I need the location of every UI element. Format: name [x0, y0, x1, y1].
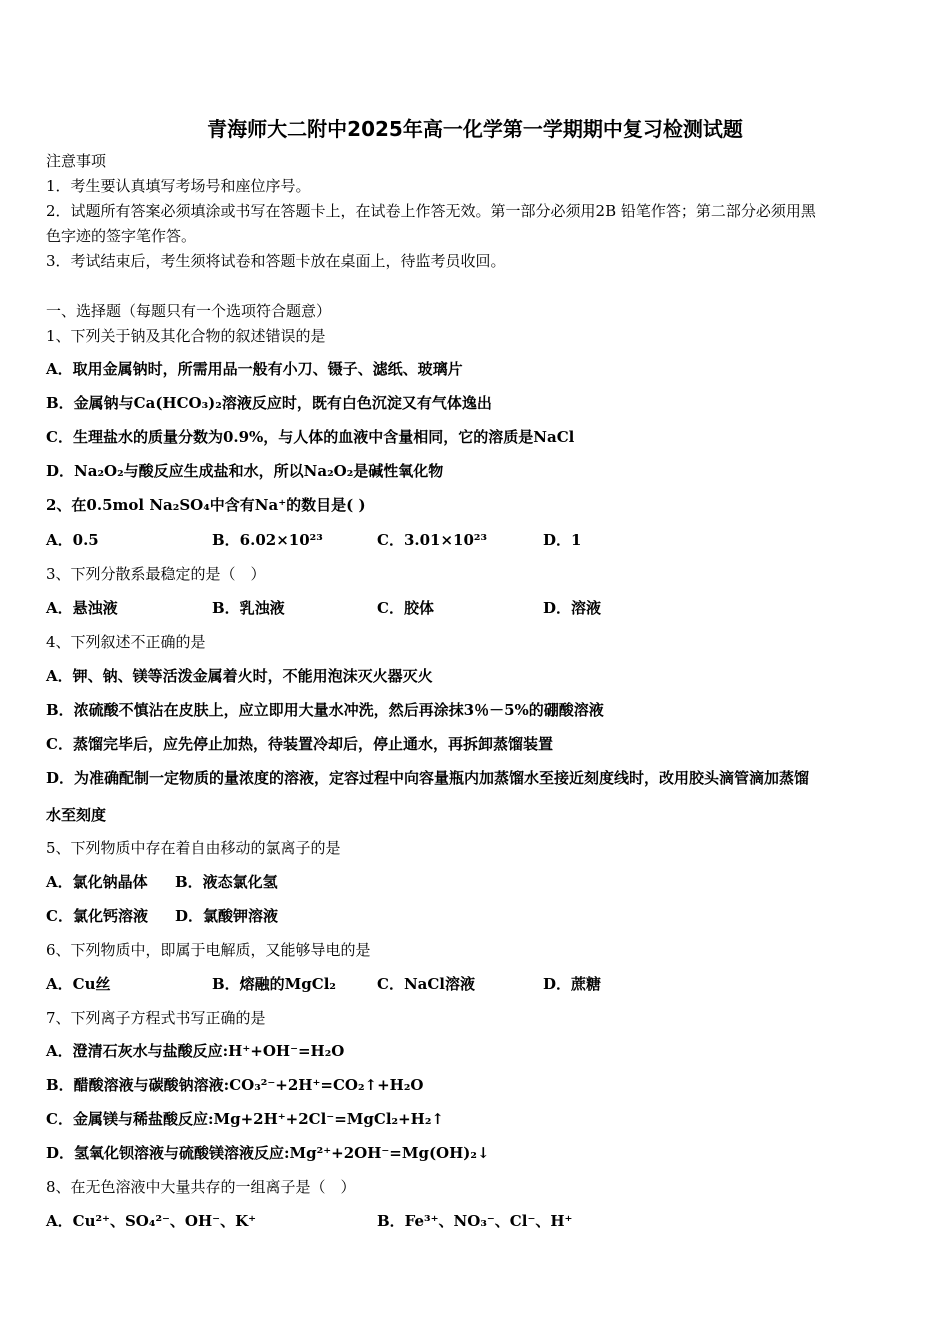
notice-item: 3．考试结束后，考生须将试卷和答题卡放在桌面上，待监考员收回。: [46, 252, 506, 270]
section-heading: 一、选择题（每题只有一个选项符合题意）: [46, 302, 332, 320]
option: C．胶体: [377, 599, 434, 617]
option: D．氢氧化钡溶液与硫酸镁溶液反应:Mg²⁺+2OH⁻=Mg(OH)₂↓: [46, 1144, 490, 1162]
notice-item: 1．考生要认真填写考场号和座位序号。: [46, 177, 311, 195]
question-stem: 8、在无色溶液中大量共存的一组离子是（ ）: [46, 1178, 356, 1196]
option: D．Na₂O₂与酸反应生成盐和水，所以Na₂O₂是碱性氧化物: [46, 462, 444, 480]
option: D．蔗糖: [543, 975, 602, 993]
option: B．金属钠与Ca(HCO₃)₂溶液反应时，既有白色沉淀又有气体逸出: [46, 394, 492, 412]
option: C．金属镁与稀盐酸反应:Mg+2H⁺+2Cl⁻=MgCl₂+H₂↑: [46, 1110, 444, 1128]
question-stem: 6、下列物质中，即属于电解质，又能够导电的是: [46, 941, 371, 959]
option: A．Cu丝: [46, 975, 111, 993]
option-continuation: 水至刻度: [46, 806, 107, 824]
notice-item: 色字迹的签字笔作答。: [46, 227, 197, 245]
option: B．醋酸溶液与碳酸钠溶液:CO₃²⁻+2H⁺=CO₂↑+H₂O: [46, 1076, 424, 1094]
question-stem: 4、下列叙述不正确的是: [46, 633, 206, 651]
question-stem: 2、在0.5mol Na₂SO₄中含有Na⁺的数目是( ): [46, 496, 366, 514]
option: D．溶液: [543, 599, 602, 617]
question-stem: 3、下列分散系最稳定的是（ ）: [46, 565, 266, 583]
question-stem: 5、下列物质中存在着自由移动的氯离子的是: [46, 839, 341, 857]
option: C．蒸馏完毕后，应先停止加热，待装置冷却后，停止通水，再拆卸蒸馏装置: [46, 735, 553, 753]
option: D．氯酸钾溶液: [175, 907, 279, 925]
option: B．6.02×10²³: [212, 531, 323, 549]
option: A．氯化钠晶体: [46, 873, 148, 891]
page-title: 青海师大二附中2025年高一化学第一学期期中复习检测试题: [207, 117, 743, 141]
option: B．乳浊液: [212, 599, 285, 617]
option: A．取用金属钠时，所需用品一般有小刀、镊子、滤纸、玻璃片: [46, 360, 463, 378]
question-stem: 7、下列离子方程式书写正确的是: [46, 1009, 266, 1027]
option: D．1: [543, 531, 582, 549]
option: A．钾、钠、镁等活泼金属着火时，不能用泡沫灭火器灭火: [46, 667, 433, 685]
option: A．Cu²⁺、SO₄²⁻、OH⁻、K⁺: [46, 1212, 257, 1230]
option: B．熔融的MgCl₂: [212, 975, 336, 993]
option: C．生理盐水的质量分数为0.9%，与人体的血液中含量相同，它的溶质是NaCl: [46, 428, 575, 446]
option: B．浓硫酸不慎沾在皮肤上，应立即用大量水冲洗，然后再涂抹3％－5%的硼酸溶液: [46, 701, 604, 719]
option: C．氯化钙溶液: [46, 907, 148, 925]
question-stem: 1、下列关于钠及其化合物的叙述错误的是: [46, 327, 326, 345]
option: A．0.5: [46, 531, 99, 549]
notice-item: 2．试题所有答案必须填涂或书写在答题卡上，在试卷上作答无效。第一部分必须用2B 铅笔作答；第二部分必须用黑: [46, 202, 816, 220]
option: B．Fe³⁺、NO₃⁻、Cl⁻、H⁺: [377, 1212, 573, 1230]
option: B．液态氯化氢: [175, 873, 278, 891]
option: D．为准确配制一定物质的量浓度的溶液，定容过程中向容量瓶内加蒸馏水至接近刻度线时，改用胶头滴管滴加蒸馏: [46, 769, 810, 787]
option: C．3.01×10²³: [377, 531, 488, 549]
notice-heading: 注意事项: [46, 152, 107, 170]
option: A．澄清石灰水与盐酸反应:H⁺+OH⁻=H₂O: [46, 1042, 345, 1060]
option: A．悬浊液: [46, 599, 118, 617]
option: C．NaCl溶液: [377, 975, 476, 993]
